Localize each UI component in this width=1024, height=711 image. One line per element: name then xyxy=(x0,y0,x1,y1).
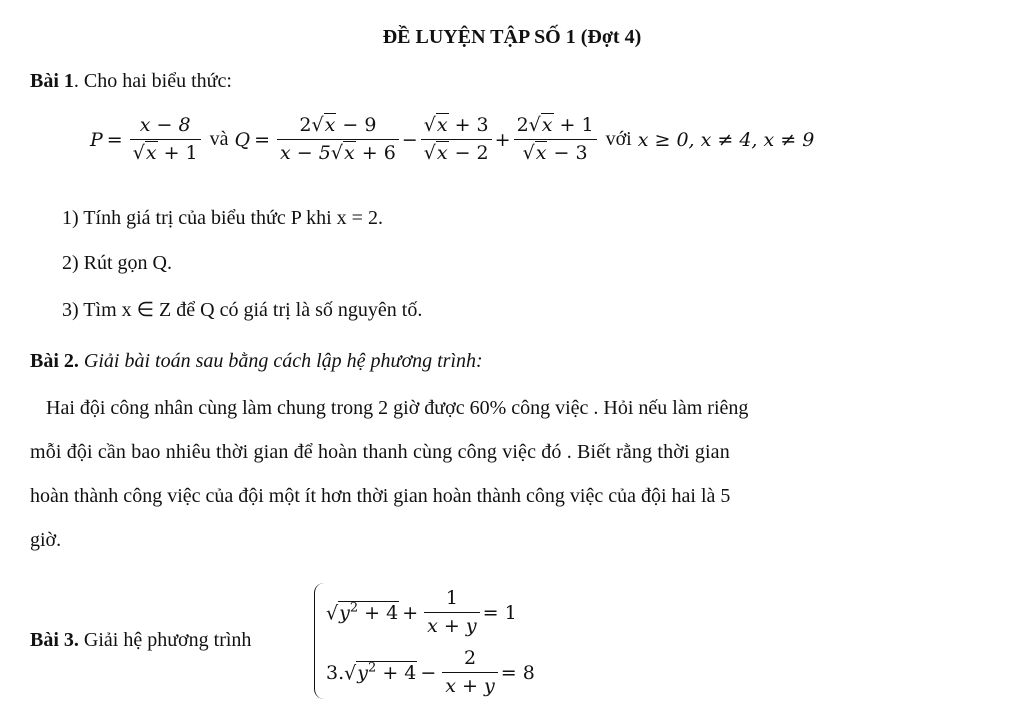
p-var: P xyxy=(90,128,103,151)
bai2-line-1: Hai đội công nhân cùng làm chung trong 2 giờ được 60% công việc . Hỏi nếu làm riêng xyxy=(46,397,749,419)
bai2-line-4: giờ. xyxy=(30,529,62,551)
p-fraction: $\frac{x - 8}{√x + 1}$ xyxy=(130,112,201,167)
bai2-intro xyxy=(30,350,483,373)
system-equation-1: $√y^2 + 4$ + $\frac{1}{x + y}$ = 1 xyxy=(326,587,517,637)
bai1-intro-text: . Cho hai biểu thức: xyxy=(73,70,232,92)
bai2-paragraph xyxy=(30,386,930,562)
bai3-intro xyxy=(30,629,251,652)
bai1-question-3: 3) Tìm x ∈ Z để Q có giá trị là số nguyên tố. xyxy=(62,299,423,321)
bai1-expressions: P = $\frac{x - 8}{√x + 1}$ và Q = $\frac{2√x - 9}{x - 5√x + 6}$ − $\frac{√x + 3}{√x - 2}$ + $\frac{2√x + 1}{√x - 3}$ với x ≥ 0, x ≠ 4, x ≠ 9 xyxy=(90,112,814,167)
q-fraction-3: $\frac{2√x + 1}{√x - 3}$ xyxy=(514,112,597,167)
bai2-intro-text: Giải bài toán sau bằng cách lập hệ phương trình: xyxy=(83,350,483,372)
bai3-intro-text: Giải hệ phương trình xyxy=(83,629,252,651)
bai1-intro xyxy=(30,70,232,93)
condition: x ≥ 0, x ≠ 4, x ≠ 9 xyxy=(637,128,815,151)
bai1-question-1: 1) Tính giá trị của biểu thức P khi x = 2. xyxy=(62,207,383,229)
bai2-line-3: hoàn thành công việc của đội một ít hơn thời gian hoàn thành công việc của đội hai là 5 xyxy=(30,485,731,507)
bai1-heading: Bài 1 xyxy=(30,70,74,92)
q-var: Q xyxy=(234,128,251,151)
bai3-heading: Bài 3. xyxy=(30,629,79,651)
bai1-question-2: 2) Rút gọn Q. xyxy=(62,252,172,274)
system-equation-2: 3. $√y^2 + 4$ − $\frac{2}{x + y}$ = 8 xyxy=(326,647,535,697)
voi-word: với xyxy=(605,128,632,150)
va-word: và xyxy=(209,128,229,150)
q-fraction-2: $\frac{√x + 3}{√x - 2}$ xyxy=(421,112,492,167)
q-fraction-1: $\frac{2√x - 9}{x - 5√x + 6}$ xyxy=(277,112,399,167)
bai2-line-2: mỗi đội cần bao nhiêu thời gian để hoàn thanh cùng công việc đó . Biết rằng thời gian xyxy=(30,441,730,463)
bai2-heading: Bài 2. xyxy=(30,350,79,372)
page-title: ĐỀ LUYỆN TẬP SỐ 1 (Đợt 4) xyxy=(382,26,642,48)
